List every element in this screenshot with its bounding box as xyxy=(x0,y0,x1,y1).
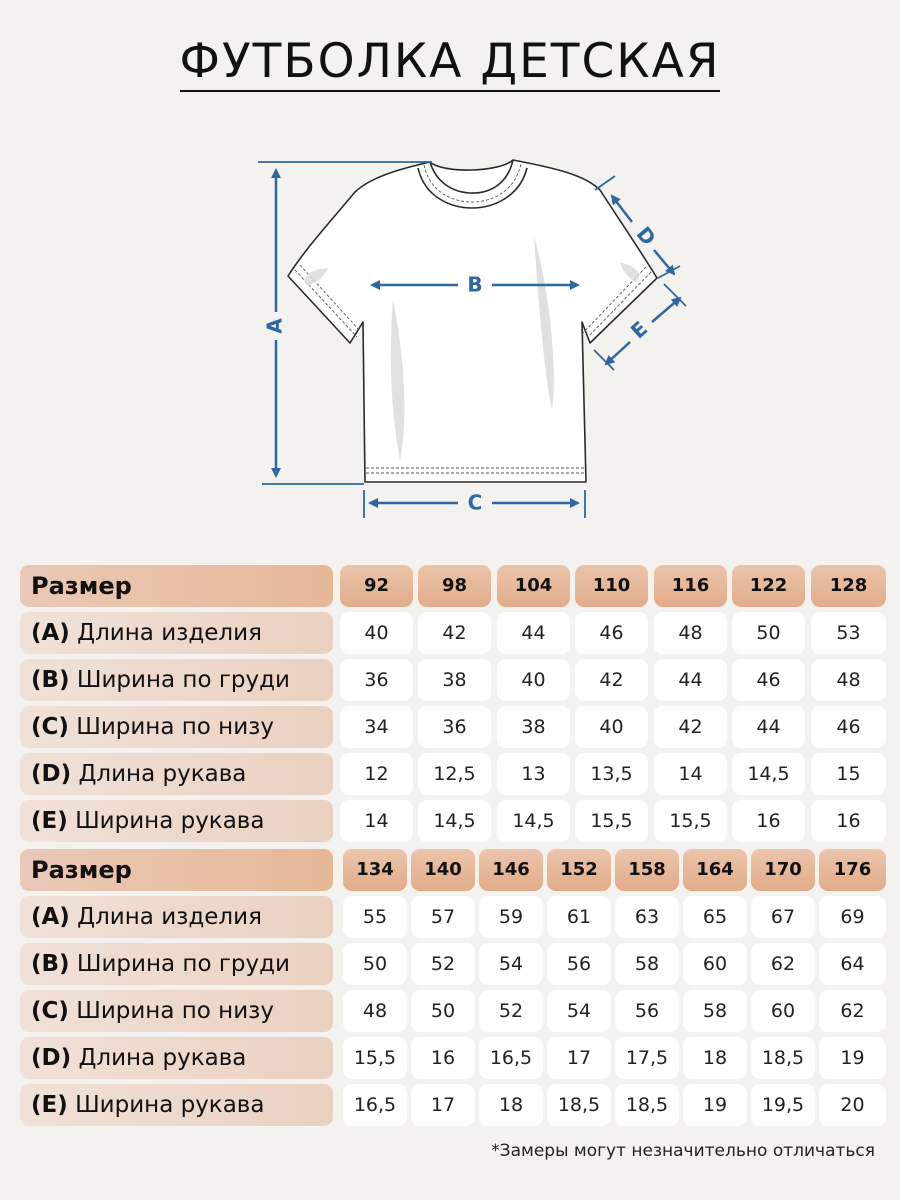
size-header-label: Размер xyxy=(20,565,333,607)
value-cell: 14,5 xyxy=(418,800,491,842)
value-cell: 50 xyxy=(343,943,407,985)
value-cell: 15,5 xyxy=(654,800,727,842)
value-cell: 48 xyxy=(654,612,727,654)
value-cell: 36 xyxy=(418,706,491,748)
value-cell: 60 xyxy=(683,943,747,985)
value-cell: 40 xyxy=(340,612,413,654)
value-cell: 34 xyxy=(340,706,413,748)
size-cell: 134 xyxy=(343,849,407,891)
size-cell: 104 xyxy=(497,565,570,607)
value-cell: 61 xyxy=(547,896,611,938)
measure-label: (E) Ширина рукава xyxy=(20,1084,333,1126)
size-cell: 146 xyxy=(479,849,543,891)
value-cell: 44 xyxy=(654,659,727,701)
value-cell: 16 xyxy=(732,800,805,842)
value-cell: 36 xyxy=(340,659,413,701)
value-cell: 18 xyxy=(479,1084,543,1126)
value-cell: 55 xyxy=(343,896,407,938)
value-cell: 59 xyxy=(479,896,543,938)
value-cell: 53 xyxy=(811,612,886,654)
value-cell: 50 xyxy=(411,990,475,1032)
size-cell: 164 xyxy=(683,849,747,891)
tshirt-outline xyxy=(288,160,657,482)
value-cell: 15,5 xyxy=(343,1037,407,1079)
value-cell: 12,5 xyxy=(418,753,491,795)
value-cell: 42 xyxy=(575,659,648,701)
value-cell: 16,5 xyxy=(479,1037,543,1079)
value-cell: 46 xyxy=(575,612,648,654)
value-cell: 62 xyxy=(751,943,815,985)
value-cell: 56 xyxy=(615,990,679,1032)
measure-label: (B) Ширина по груди xyxy=(20,659,333,701)
value-cell: 46 xyxy=(811,706,886,748)
value-cell: 65 xyxy=(683,896,747,938)
value-cell: 15,5 xyxy=(575,800,648,842)
value-cell: 13,5 xyxy=(575,753,648,795)
value-cell: 40 xyxy=(575,706,648,748)
value-cell: 38 xyxy=(418,659,491,701)
size-cell: 122 xyxy=(732,565,805,607)
tshirt-diagram xyxy=(0,0,900,540)
value-cell: 17 xyxy=(547,1037,611,1079)
size-cell: 116 xyxy=(654,565,727,607)
value-cell: 18,5 xyxy=(751,1037,815,1079)
value-cell: 46 xyxy=(732,659,805,701)
value-cell: 44 xyxy=(497,612,570,654)
arrow-c-label: C xyxy=(467,490,483,515)
size-cell: 98 xyxy=(418,565,491,607)
size-cell: 92 xyxy=(340,565,413,607)
size-cell: 140 xyxy=(411,849,475,891)
value-cell: 63 xyxy=(615,896,679,938)
value-cell: 54 xyxy=(547,990,611,1032)
value-cell: 44 xyxy=(732,706,805,748)
arrow-d-label: D xyxy=(631,221,661,251)
value-cell: 42 xyxy=(418,612,491,654)
value-cell: 58 xyxy=(615,943,679,985)
value-cell: 13 xyxy=(497,753,570,795)
measure-label: (C) Ширина по низу xyxy=(20,706,333,748)
value-cell: 14,5 xyxy=(732,753,805,795)
value-cell: 56 xyxy=(547,943,611,985)
value-cell: 57 xyxy=(411,896,475,938)
value-cell: 20 xyxy=(819,1084,886,1126)
size-cell: 176 xyxy=(819,849,886,891)
value-cell: 60 xyxy=(751,990,815,1032)
value-cell: 14 xyxy=(340,800,413,842)
value-cell: 19,5 xyxy=(751,1084,815,1126)
value-cell: 38 xyxy=(497,706,570,748)
value-cell: 16 xyxy=(411,1037,475,1079)
measure-label: (E) Ширина рукава xyxy=(20,800,333,842)
value-cell: 52 xyxy=(411,943,475,985)
value-cell: 19 xyxy=(819,1037,886,1079)
measure-label: (D) Длина рукава xyxy=(20,1037,333,1079)
value-cell: 14,5 xyxy=(497,800,570,842)
value-cell: 18,5 xyxy=(615,1084,679,1126)
measure-label: (D) Длина рукава xyxy=(20,753,333,795)
size-cell: 110 xyxy=(575,565,648,607)
arrow-a-label: A xyxy=(262,318,287,334)
value-cell: 17 xyxy=(411,1084,475,1126)
page-title: ФУТБОЛКА ДЕТСКАЯ xyxy=(0,34,900,92)
value-cell: 15 xyxy=(811,753,886,795)
size-cell: 170 xyxy=(751,849,815,891)
size-cell: 128 xyxy=(811,565,886,607)
arrow-b-label: B xyxy=(467,272,483,297)
value-cell: 17,5 xyxy=(615,1037,679,1079)
arrow-e-label: E xyxy=(625,316,653,344)
value-cell: 50 xyxy=(732,612,805,654)
value-cell: 67 xyxy=(751,896,815,938)
measure-label: (A) Длина изделия xyxy=(20,896,333,938)
value-cell: 64 xyxy=(819,943,886,985)
footnote: *Замеры могут незначительно отличаться xyxy=(491,1141,875,1161)
value-cell: 16 xyxy=(811,800,886,842)
value-cell: 19 xyxy=(683,1084,747,1126)
value-cell: 58 xyxy=(683,990,747,1032)
measure-label: (B) Ширина по груди xyxy=(20,943,333,985)
value-cell: 18 xyxy=(683,1037,747,1079)
value-cell: 54 xyxy=(479,943,543,985)
value-cell: 14 xyxy=(654,753,727,795)
size-cell: 152 xyxy=(547,849,611,891)
value-cell: 12 xyxy=(340,753,413,795)
value-cell: 48 xyxy=(343,990,407,1032)
value-cell: 16,5 xyxy=(343,1084,407,1126)
size-header-label: Размер xyxy=(20,849,333,891)
measure-label: (C) Ширина по низу xyxy=(20,990,333,1032)
measure-label: (A) Длина изделия xyxy=(20,612,333,654)
value-cell: 62 xyxy=(819,990,886,1032)
value-cell: 42 xyxy=(654,706,727,748)
size-cell: 158 xyxy=(615,849,679,891)
value-cell: 52 xyxy=(479,990,543,1032)
value-cell: 48 xyxy=(811,659,886,701)
value-cell: 40 xyxy=(497,659,570,701)
value-cell: 69 xyxy=(819,896,886,938)
value-cell: 18,5 xyxy=(547,1084,611,1126)
